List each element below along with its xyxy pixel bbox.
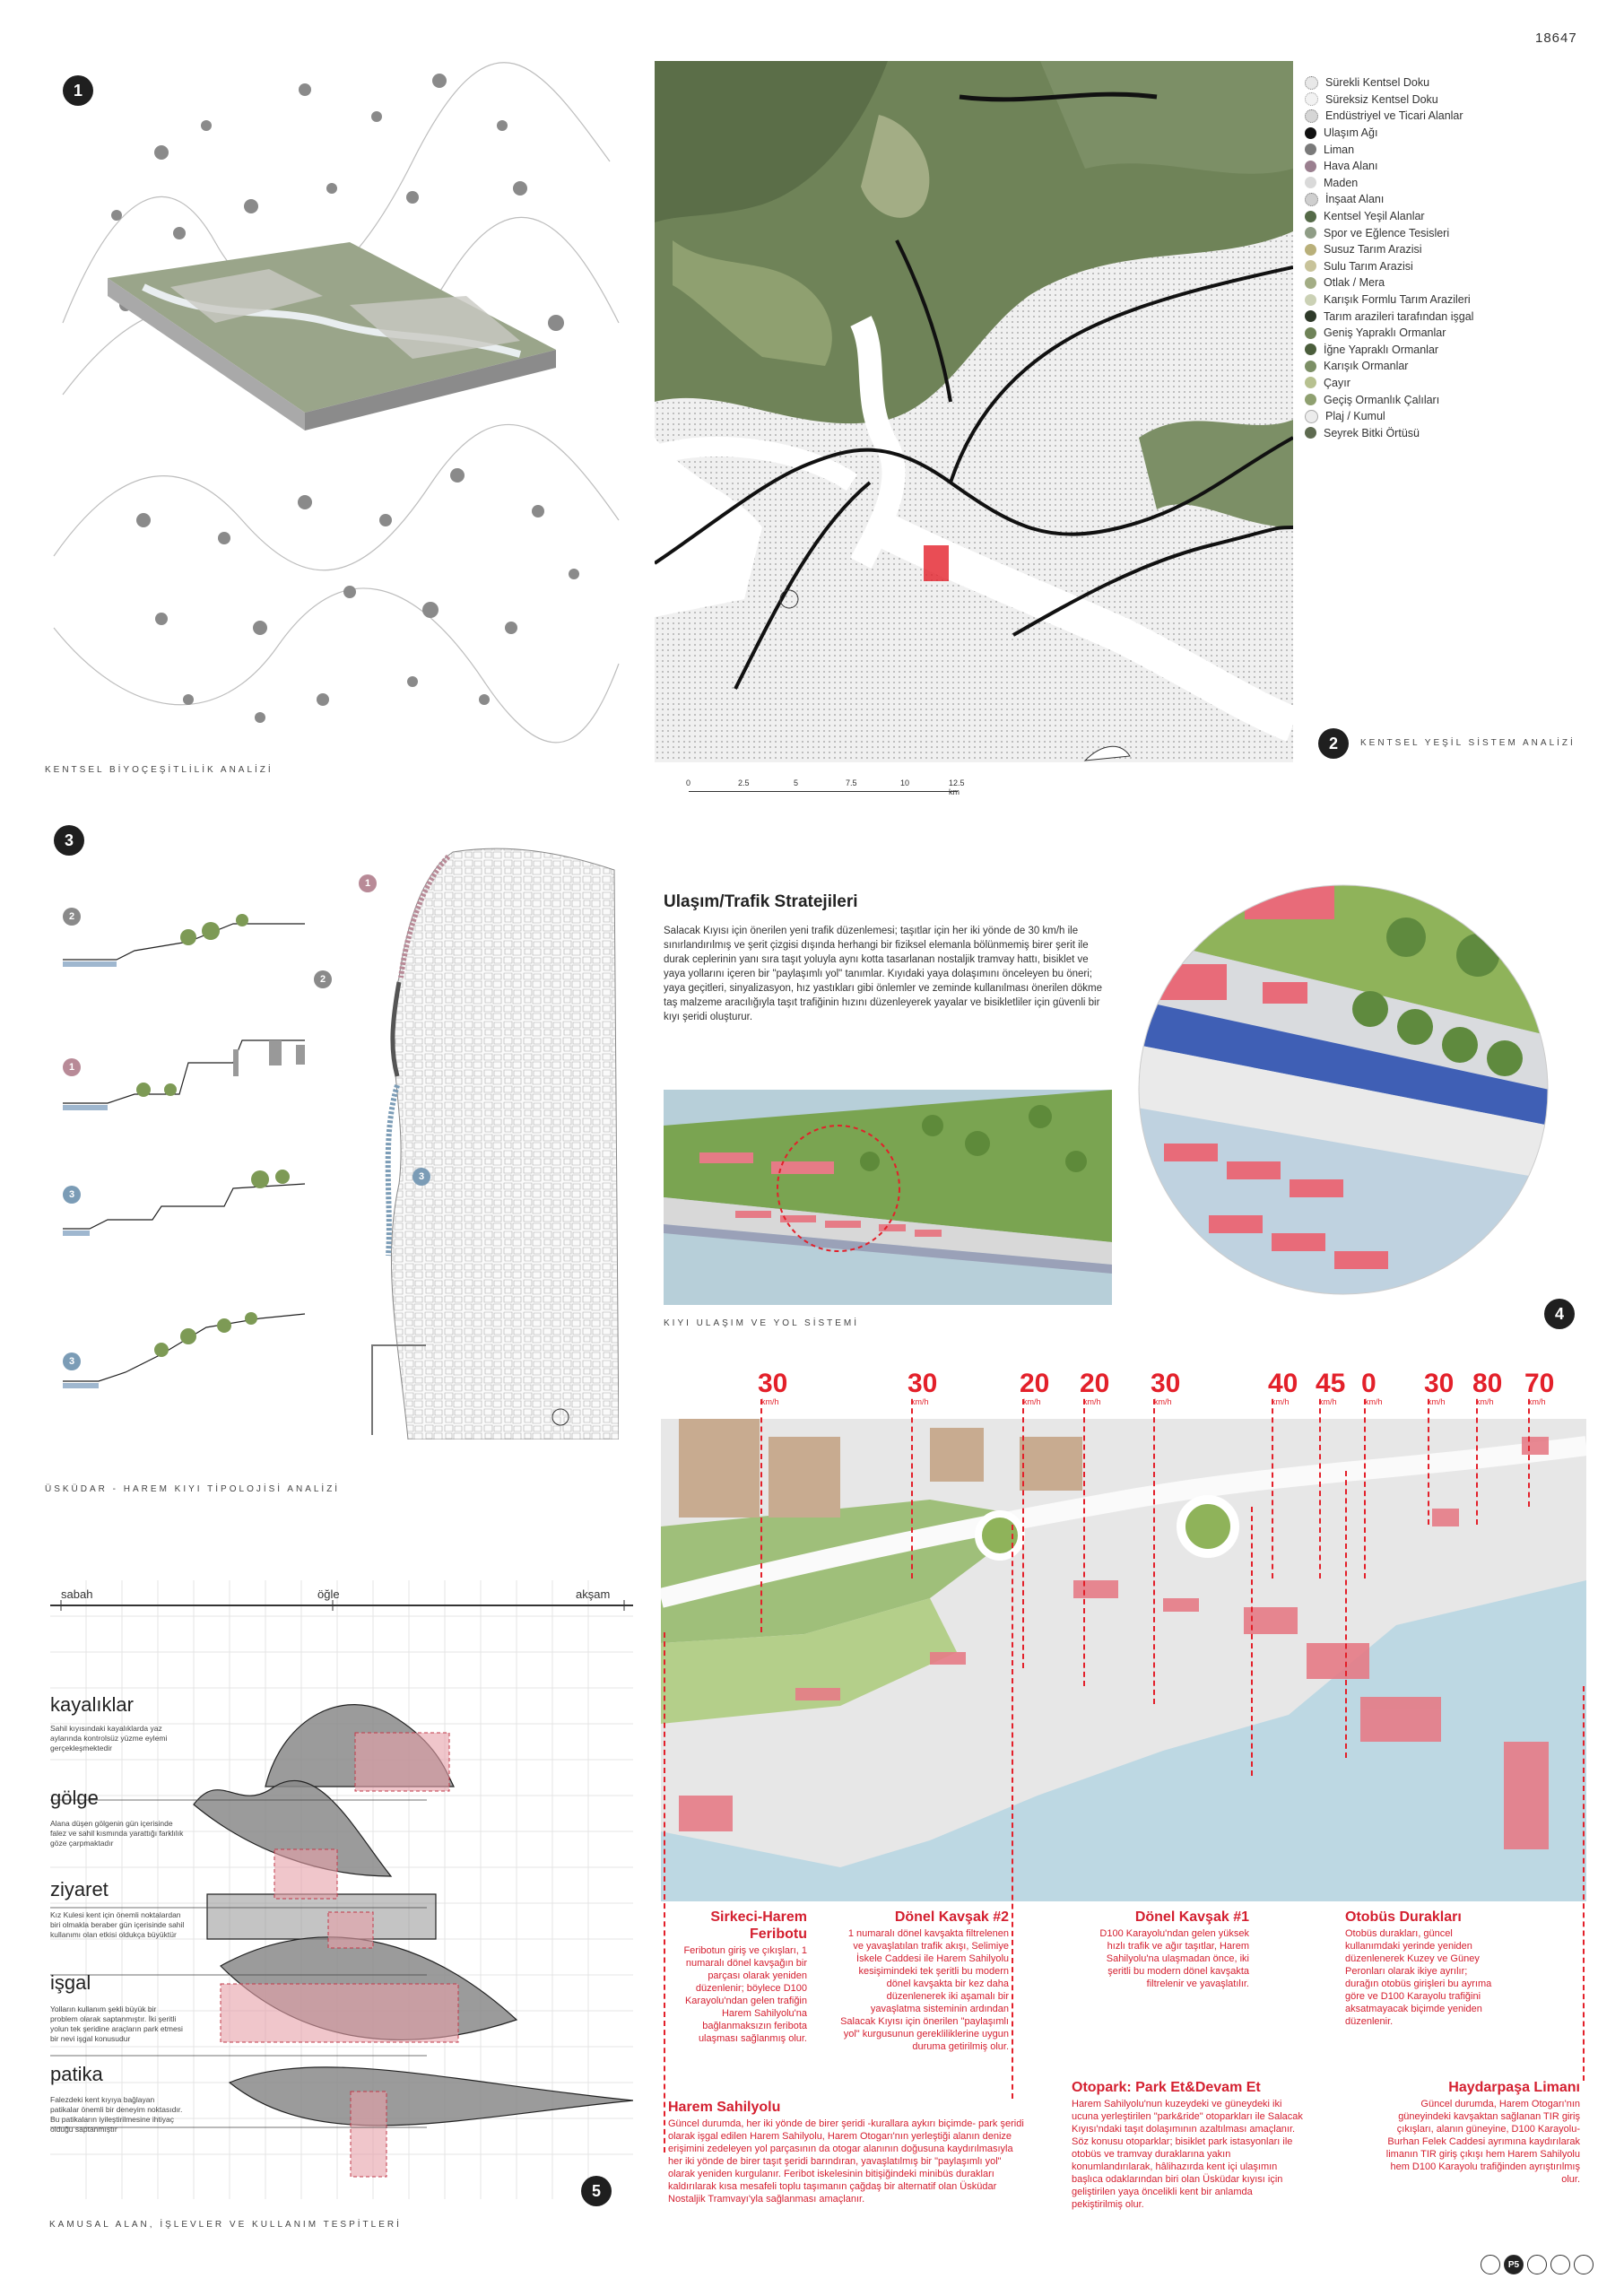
legend-item <box>1305 125 1538 142</box>
panel-1-badge: 1 <box>63 75 93 106</box>
panel-2-caption: KENTSEL YEŞİL SİSTEM ANALİZİ <box>1360 738 1576 748</box>
legend-swatch <box>1305 294 1316 306</box>
legend-label: Liman <box>1324 143 1355 156</box>
legend-label: Geniş Yapraklı Ormanlar <box>1324 326 1446 340</box>
legend-label: İğne Yapraklı Ormanlar <box>1324 343 1439 356</box>
speed-marker-line <box>1272 1399 1273 1578</box>
legend-swatch <box>1305 394 1316 405</box>
speed-unit: km/h <box>1319 1397 1337 1406</box>
usage-label-ziyaret: ziyaret <box>50 1878 109 1900</box>
legend-swatch <box>1305 244 1316 256</box>
speed-unit: km/h <box>1528 1397 1546 1406</box>
speed-label <box>1151 1370 1180 1406</box>
note-otopark <box>1072 2079 1305 2211</box>
legend-swatch <box>1305 92 1318 106</box>
speed-marker-line <box>1083 1399 1085 1686</box>
legend-label: Geçiş Ormanlık Çalıları <box>1324 393 1440 406</box>
legend-swatch <box>1305 211 1316 222</box>
timeline-end: akşam <box>576 1587 611 1601</box>
legend-item <box>1305 342 1538 359</box>
section-marker: 1 <box>63 1058 81 1076</box>
legend-swatch <box>1305 344 1316 355</box>
section-marker: 3 <box>63 1186 81 1204</box>
scale-tick-label: 0 <box>686 778 691 787</box>
note-body: Otobüs durakları, güncel kullanımdaki yerinde yeniden düzenlenerek Kuzey ve Güney Peronları olarak ikiye ayrılır; durağın otobüs girişleri bu ayrıma göre ve D100 Karayolu trafiğini aksatmayacak biçimde yeniden düzenlenir. <box>1345 1928 1492 2027</box>
legend-label: Tarım arazileri tarafından işgal <box>1324 309 1474 323</box>
usage-label-patika: patika <box>50 2063 103 2085</box>
legend-label: Süreksiz Kentsel Doku <box>1325 92 1438 106</box>
note-leader-line <box>1345 1471 1347 1758</box>
speed-value: 0 <box>1361 1369 1376 1398</box>
panel-4-caption: KIYI ULAŞIM VE YOL SİSTEMİ <box>664 1318 860 1328</box>
legend-item <box>1305 274 1538 291</box>
strategy-body: Salacak Kıyısı için önerilen yeni trafik düzenlemesi; taşıtlar için her iki yönde de 30 km/h ile sınırlandırılmış ve şerit çizgisi dışında herhangi bir fiziksel elemanla bölünmemiş birer şerit ile durak ceplerinin yanı sıra taşıt yoluyla aynı kotta tasarlanan nostaljik tramvay hattı, bisiklet ve yaya yollarını içeren bir "paylaşımlı yol" tanımlar. Kıyıdaki yaya dolaşımını önceleyen bu öneri; yaya geçitleri, sinyalizasyon, hız yastıkları gibi önlemler ve zeminde kullanılması önerilen dökme taş malzeme aracılığıyla taşıt trafiğinin hızını düzenleyerek yayalar ve bisikletliler için güvenli bir kıyı şeridi oluşturur. <box>664 926 1102 1022</box>
speed-marker-line <box>1364 1399 1366 1578</box>
page-dot[interactable] <box>1527 2255 1547 2274</box>
legend-label: Plaj / Kumul <box>1325 410 1385 423</box>
section-marker: 3 <box>63 1352 81 1370</box>
legend-swatch <box>1305 361 1316 372</box>
legend-item <box>1305 74 1538 91</box>
panel-1-caption: KENTSEL BİYOÇEŞİTLİLİK ANALİZİ <box>45 765 274 775</box>
speed-value: 30 <box>758 1369 788 1398</box>
coastal-sections <box>54 888 323 1426</box>
note-title: Haydarpaşa Limanı <box>1448 2080 1580 2095</box>
note-otobus <box>1345 1909 1502 2028</box>
pagination <box>1477 2255 1594 2274</box>
note-body: Feribotun giriş ve çıkışları, 1 numaralı dönel kavşağın bir parçası olarak yeniden düzenlenir; böylece D100 Karayolu'ndan gelen trafiğin Harem Sahilyolu'na bağlanmaksızın feribota ulaşması sağlanmış olur. <box>683 1945 807 2044</box>
neighborhood-plan <box>345 843 619 1439</box>
note-title: Harem Sahilyolu <box>668 2100 781 2115</box>
strategy-title: Ulaşım/Trafik Stratejileri <box>664 892 858 911</box>
legend-item <box>1305 258 1538 275</box>
speed-unit: km/h <box>1428 1397 1446 1406</box>
scale-tick-label: 12.5 km <box>949 778 965 796</box>
scale-tick-label: 10 <box>900 778 910 787</box>
note-title: Otopark: Park Et&Devam Et <box>1072 2080 1261 2095</box>
speed-value: 20 <box>1080 1369 1110 1398</box>
legend-label: Seyrek Bitki Örtüsü <box>1324 426 1420 439</box>
page-id: 18647 <box>1535 30 1577 46</box>
map-marker: 1 <box>359 874 377 892</box>
speed-marker-line <box>760 1399 762 1632</box>
legend-item <box>1305 408 1538 425</box>
note-leader-line <box>1583 1686 1585 2081</box>
note-harem <box>668 2099 1027 2205</box>
note-body: Harem Sahilyolu'nun kuzeydeki ve güneydeki iki ucuna yerleştirilen "park&ride" otoparkları ile Salacak Kıyısı'ndaki taşıt dolaşımının azaltılması amaçlanır. Söz konusu otoparklar; bisiklet park istasyonları ile otobüs ve tramvay duraklarına yakın konumlandırılarak, hâlihazırda kent içi ulaşımın başlıca odaklarından biri olan Üsküdar kıyısı için geliştirilen yaya öncelikli kent bir anlamda pekiştirilmiş olur. <box>1072 2099 1303 2210</box>
note-title: Dönel Kavşak #2 <box>894 1909 1009 1925</box>
speed-unit: km/h <box>1476 1397 1494 1406</box>
legend-label: Endüstriyel ve Ticari Alanlar <box>1325 109 1463 123</box>
legend-swatch <box>1305 227 1316 239</box>
legend-label: Ulaşım Ağı <box>1324 126 1378 140</box>
legend-item <box>1305 325 1538 342</box>
legend-item <box>1305 175 1538 192</box>
speed-marker-line <box>911 1399 913 1578</box>
legend-label: Susuz Tarım Arazisi <box>1324 243 1422 257</box>
map-legend <box>1305 74 1538 441</box>
note-body: Güncel durumda, Harem Otogarı'nın güneyindeki kavşaktan sağlanan TIR giriş çıkışları, alanın güneyine, D100 Karayolu-Burhan Felek Caddesi ayrımına kaydırılarak limanın TIR giriş çıkışı hem Harem Sahilyolu hem D100 Karayolu trafiğinden ayrıştırılmış olur. <box>1385 2099 1580 2185</box>
biodiversity-illustration <box>36 54 628 771</box>
speed-marker-line <box>1428 1399 1429 1525</box>
speed-label <box>1020 1370 1049 1406</box>
page-dot[interactable] <box>1481 2255 1500 2274</box>
usage-desc-isgal: Yolların kullanım şekli büyük bir problem olarak saptanmıştır. İki şeritli yolun tek şeridine araçların park etmesi bir nevi işgal konusudur <box>50 2005 183 2043</box>
legend-item <box>1305 141 1538 158</box>
legend-label: Spor ve Eğlence Tesisleri <box>1324 226 1450 239</box>
legend-label: Maden <box>1324 176 1359 189</box>
timeline-start: sabah <box>61 1587 93 1601</box>
usage-desc-golge: Alana düşen gölgenin gün içerisinde falez ve sahil kısmında yarattığı farklılık göze çarpmaktadır <box>50 1819 184 1848</box>
usage-label-isgal: işgal <box>50 1971 91 1994</box>
legend-swatch <box>1305 260 1316 272</box>
speed-unit: km/h <box>911 1397 929 1406</box>
speed-unit: km/h <box>1365 1397 1383 1406</box>
legend-label: Çayır <box>1324 376 1350 389</box>
legend-item <box>1305 291 1538 309</box>
legend-swatch <box>1305 310 1316 322</box>
scale-bar-line <box>689 791 958 792</box>
legend-item <box>1305 91 1538 109</box>
legend-swatch <box>1305 410 1318 423</box>
legend-item <box>1305 191 1538 208</box>
legend-swatch <box>1305 161 1316 172</box>
usage-desc-patika: Falezdeki kent kıyıya bağlayan patikalar önemli bir deneyim noktasıdır. Bu patikaların iyileştirilmesine ihtiyaç olduğu saptanmıştır <box>50 2095 183 2134</box>
note-body: Güncel durumda, her iki yönde de birer şeridi -kurallara aykırı biçimde- park şeridi olarak işgal edilen Harem Sahilyolu, Harem Otogarı'nın yerleştiği alanın denize erişimini zedeleyen yol parçasının da otogar alanının doğusuna kaydırılmasıyla her iki yönde de birer taşıt şeridi barındıran, yavaşlatılmış bir "paylaşımlı yol" olarak yeniden kurgulanır. Feribot iskelesinin bitişiğindeki minibüs durakları kaldırılarak kısa mesafeli toplu taşımanın çağdaş bir alternatif olan Üsküdar Nostaljik Tramvayı'yla sağlanması amaçlanır. <box>668 2118 1024 2205</box>
legend-item <box>1305 241 1538 258</box>
note-body: 1 numaralı dönel kavşakta filtrelenen ve yavaşlatılan trafik akışı, Selimiye İskele Caddesi ile Harem Sahilyolu kesişimindeki tek şeritli bu modern dönel kavşakta bir kez daha düzenlenerek iki aşamalı bir yavaşlatma sisteminin ardından Salacak Kıyısı için önerilen "paylaşımlı yol" kurgusunun gerekliliklerine uygun duruma getirilmiş olur. <box>840 1928 1009 2052</box>
note-leader-line <box>1251 1507 1253 1776</box>
legend-swatch <box>1305 193 1318 206</box>
legend-swatch <box>1305 277 1316 289</box>
legend-label: Sürekli Kentsel Doku <box>1325 76 1430 90</box>
legend-label: Hava Alanı <box>1324 160 1378 173</box>
legend-item <box>1305 208 1538 225</box>
legend-swatch <box>1305 427 1316 439</box>
legend-item <box>1305 424 1538 441</box>
panel-3-badge: 3 <box>54 825 84 856</box>
legend-item <box>1305 308 1538 325</box>
speed-value: 30 <box>1424 1369 1455 1398</box>
legend-item <box>1305 375 1538 392</box>
section-marker: 2 <box>63 908 81 926</box>
speed-value: 80 <box>1472 1369 1503 1398</box>
legend-swatch <box>1305 327 1316 339</box>
speed-value: 20 <box>1020 1369 1050 1398</box>
note-leader-line <box>664 1632 665 2152</box>
usage-label-kayaliklar: kayalıklar <box>50 1693 134 1716</box>
legend-label: İnşaat Alanı <box>1325 193 1385 206</box>
note-title: Otobüs Durakları <box>1345 1909 1462 1925</box>
legend-swatch <box>1305 177 1316 188</box>
speed-marker-line <box>1319 1399 1321 1578</box>
speed-unit: km/h <box>1023 1397 1041 1406</box>
scale-bar <box>686 778 972 805</box>
speed-marker-line <box>1153 1399 1155 1704</box>
note-title: Sirkeci-Harem Feribotu <box>710 1909 807 1942</box>
legend-label: Karışık Ormanlar <box>1324 360 1409 373</box>
note-sirkeci <box>682 1909 807 2045</box>
speed-unit: km/h <box>761 1397 779 1406</box>
speed-value: 70 <box>1524 1369 1555 1398</box>
legend-swatch <box>1305 144 1316 155</box>
speed-value: 30 <box>908 1369 938 1398</box>
legend-swatch <box>1305 109 1318 123</box>
note-donel2 <box>838 1909 1009 2053</box>
legend-label: Karışık Formlu Tarım Arazileri <box>1324 293 1471 307</box>
scale-tick-label: 2.5 <box>738 778 750 787</box>
speed-marker-line <box>1528 1399 1530 1507</box>
speed-value: 30 <box>1151 1369 1181 1398</box>
legend-swatch <box>1305 76 1318 90</box>
page-dot[interactable] <box>1550 2255 1570 2274</box>
note-leader-line <box>1012 1525 1013 2099</box>
usage-desc-kayaliklar: Sahil kıyısındaki kayalıklarda yaz aylarında kontrolsüz yüzme eylemi gerçekleşmektedir <box>50 1724 168 1752</box>
speed-label <box>758 1370 787 1406</box>
legend-item <box>1305 391 1538 408</box>
legend-item <box>1305 224 1538 241</box>
speed-marker-line <box>1022 1399 1024 1668</box>
legend-label: Kentsel Yeşil Alanlar <box>1324 210 1425 223</box>
road-detail-circle <box>1137 883 1550 1296</box>
scale-tick-label: 5 <box>794 778 799 787</box>
legend-item <box>1305 108 1538 125</box>
map-marker: 2 <box>314 970 332 988</box>
speed-value: 45 <box>1316 1369 1346 1398</box>
page-dot[interactable] <box>1574 2255 1594 2274</box>
timeline-mid: öğle <box>317 1587 340 1601</box>
panel-3-caption: ÜSKÜDAR - HAREM KIYI TİPOLOJİSİ ANALİZİ <box>45 1484 341 1494</box>
panel-4-badge: 4 <box>1544 1299 1575 1329</box>
coastal-road-aerial <box>664 1090 1112 1305</box>
legend-item <box>1305 158 1538 175</box>
usage-label-golge: gölge <box>50 1787 99 1809</box>
note-haydarpasa <box>1381 2079 1580 2186</box>
legend-swatch <box>1305 377 1316 388</box>
speed-unit: km/h <box>1083 1397 1101 1406</box>
legend-label: Otlak / Mera <box>1324 276 1385 290</box>
speed-marker-line <box>1476 1399 1478 1525</box>
panel-5-caption: KAMUSAL ALAN, İŞLEVLER VE KULLANIM TESPİTLERİ <box>49 2220 402 2230</box>
map-marker: 3 <box>413 1168 430 1186</box>
legend-label: Sulu Tarım Arazisi <box>1324 259 1413 273</box>
traffic-plan-aerial <box>661 1419 1586 1901</box>
panel-5-badge: 5 <box>581 2176 612 2206</box>
page-dot-active[interactable]: P5 <box>1504 2255 1524 2274</box>
scale-tick-label: 7.5 <box>846 778 857 787</box>
usage-desc-ziyaret: Kız Kulesi kent için önemli noktalardan biri olmakla beraber gün içerisinde sahil kullanımı olan etkisi oldukça büyüktür <box>50 1910 185 1939</box>
legend-item <box>1305 358 1538 375</box>
speed-unit: km/h <box>1154 1397 1172 1406</box>
note-title: Dönel Kavşak #1 <box>1134 1909 1249 1925</box>
speed-unit: km/h <box>1272 1397 1290 1406</box>
speed-value: 40 <box>1268 1369 1298 1398</box>
note-body: D100 Karayolu'ndan gelen yüksek hızlı trafik ve ağır taşıtlar, Harem Sahilyolu'na ulaşmadan önce, iki şeritli bu modern dönel kavşakta filtrelenir ve yavaşlatılır. <box>1099 1928 1249 1989</box>
legend-swatch <box>1305 127 1316 139</box>
note-donel1 <box>1092 1909 1249 1990</box>
green-system-map <box>655 61 1293 762</box>
panel-2-badge: 2 <box>1318 728 1349 759</box>
